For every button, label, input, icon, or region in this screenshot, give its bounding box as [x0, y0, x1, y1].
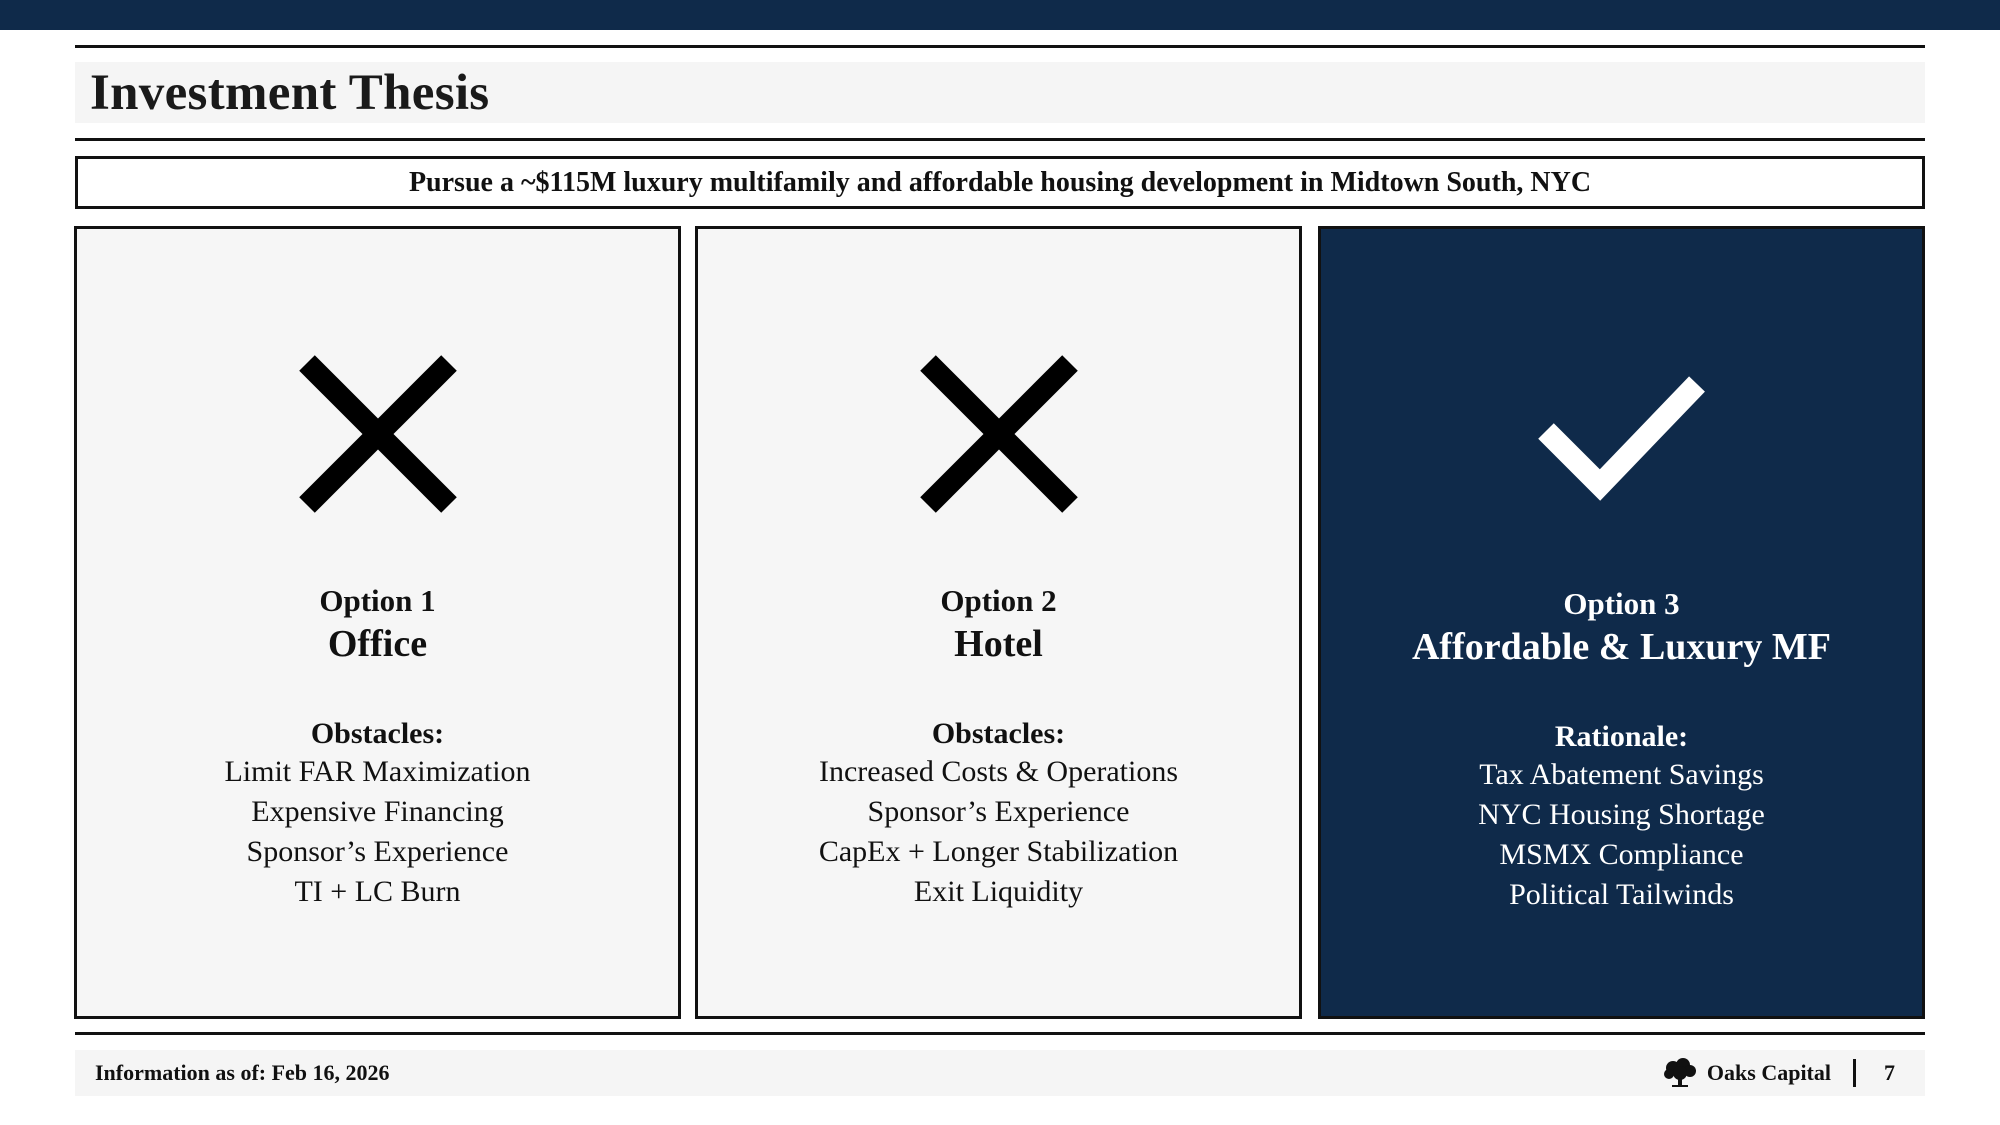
header-top-rule	[75, 45, 1925, 48]
list-item: Sponsor’s Experience	[867, 795, 1130, 828]
thesis-statement: Pursue a ~$115M luxury multifamily and affordable housing development in Midtown South, NYC	[408, 166, 1592, 198]
rationale-list	[1321, 755, 1922, 915]
list-item: Sponsor’s Experience	[246, 835, 509, 868]
option-card-office	[74, 226, 681, 1019]
footer-bar	[75, 1050, 1925, 1096]
obstacles-heading: Obstacles:	[310, 717, 445, 750]
option-number: Option 1	[319, 583, 436, 618]
title-bar	[75, 62, 1925, 123]
footer-separator	[1853, 1059, 1856, 1087]
option-number: Option 3	[1563, 586, 1680, 621]
obstacles-heading: Obstacles:	[931, 717, 1066, 750]
list-item: Increased Costs & Operations	[818, 755, 1179, 788]
list-item: Expensive Financing	[251, 795, 504, 828]
x-mark-icon	[914, 349, 1084, 519]
thesis-banner	[75, 156, 1925, 209]
brand-name: Oaks Capital	[1706, 1060, 1831, 1085]
x-mark-icon	[293, 349, 463, 519]
obstacles-list	[77, 752, 678, 912]
list-item: Political Tailwinds	[1509, 878, 1734, 911]
page-number: 7	[1884, 1060, 1895, 1085]
option-name: Affordable & Luxury MF	[1411, 626, 1832, 668]
list-item: MSMX Compliance	[1499, 838, 1744, 871]
list-item: Limit FAR Maximization	[224, 755, 531, 788]
option-name: Office	[327, 623, 428, 665]
option-card-hotel	[695, 226, 1302, 1019]
info-date: Information as of: Feb 16, 2026	[95, 1060, 390, 1085]
oak-tree-icon	[1663, 1058, 1697, 1088]
list-item: CapEx + Longer Stabilization	[818, 835, 1179, 868]
header-bottom-rule	[75, 138, 1925, 141]
option-number: Option 2	[940, 583, 1057, 618]
footer-rule	[75, 1032, 1925, 1035]
list-item: TI + LC Burn	[294, 875, 461, 908]
page-title: Investment Thesis	[90, 64, 490, 121]
list-item: Exit Liquidity	[913, 875, 1084, 908]
footer-brand	[1663, 1058, 1895, 1088]
rationale-heading: Rationale:	[1554, 720, 1689, 753]
checkmark-icon	[1537, 349, 1707, 519]
obstacles-list	[698, 752, 1299, 912]
list-item: NYC Housing Shortage	[1478, 798, 1765, 831]
option-name: Hotel	[954, 623, 1043, 665]
top-accent-band	[0, 0, 2000, 30]
option-card-multifamily	[1318, 226, 1925, 1019]
list-item: Tax Abatement Savings	[1479, 758, 1764, 791]
